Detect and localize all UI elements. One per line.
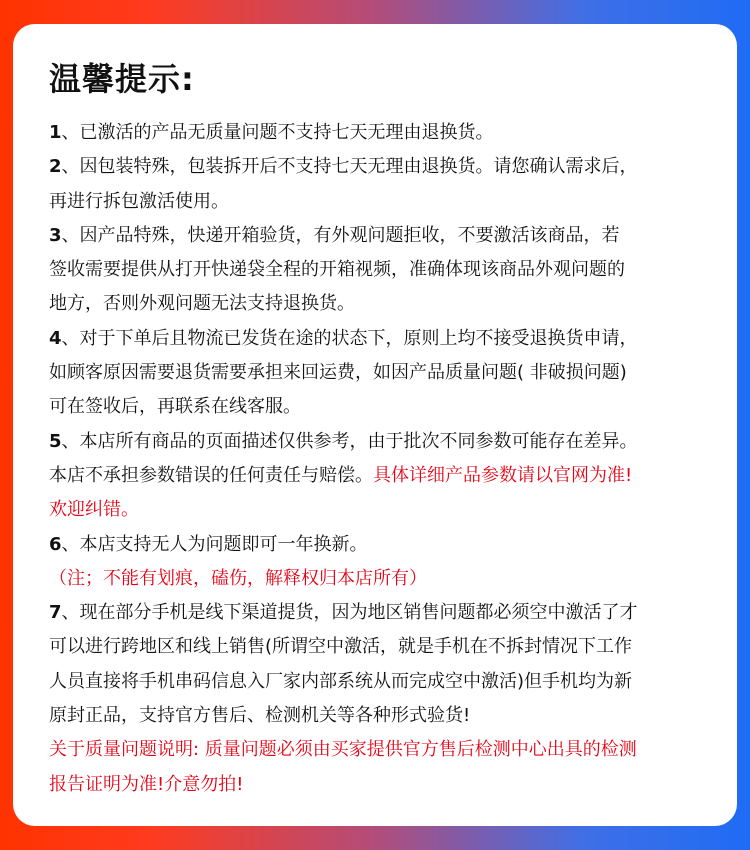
notice-line-5 [49, 253, 715, 287]
line-text: 、本店支持无人为问题即可一年换新。 [61, 533, 368, 555]
notice-line-10 [49, 425, 715, 459]
notice-line-3 [49, 185, 715, 219]
notice-line-6 [49, 287, 715, 321]
line-text: 可在签收后，再联系在线客服。 [49, 396, 301, 418]
line-text: 原封正品，支持官方售后、检测机关等各种形式验货! [49, 705, 471, 727]
notice-line-7 [49, 322, 715, 356]
highlight-text: 报告证明为准!介意勿拍! [49, 773, 244, 795]
line-text: 、因产品特殊，快递开箱验货，有外观问题拒收，不要激活该商品，若 [61, 224, 620, 246]
notice-line-8 [49, 356, 715, 390]
notice-line-14 [49, 562, 715, 596]
item-number: 1 [49, 122, 62, 143]
notice-line-16 [49, 630, 715, 664]
notice-line-19 [49, 733, 715, 767]
notice-content [49, 116, 715, 802]
line-text: 人员直接将手机串码信息入厂家内部系统从而完成空中激活)但手机均为新 [49, 670, 633, 692]
line-text: 、因包装特殊，包装拆开后不支持七天无理由退换货。请您确认需求后， [61, 156, 638, 178]
notice-line-1 [49, 116, 715, 150]
line-text: 再进行拆包激活使用。 [49, 190, 229, 212]
highlight-text: 欢迎纠错。 [49, 499, 139, 521]
page-title: 温馨提示: [49, 60, 195, 98]
item-number: 3 [49, 224, 62, 246]
line-text: 地方，否则外观问题无法支持退换货。 [49, 293, 355, 315]
line-text: 、对于下单后且物流已发货在途的状态下，原则上均不接受退换货申请， [61, 327, 638, 349]
notice-line-2 [49, 150, 715, 184]
item-number: 6 [49, 533, 62, 555]
line-text: 签收需要提供从打开快递袋全程的开箱视频，准确体现该商品外观问题的 [49, 259, 625, 281]
item-number: 2 [49, 156, 62, 178]
notice-line-9 [49, 390, 715, 424]
notice-line-18 [49, 699, 715, 733]
notice-line-17 [49, 665, 715, 699]
line-text: 可以进行跨地区和线上销售(所谓空中激活，就是手机在不拆封情况下工作 [49, 636, 633, 658]
highlight-text: 具体详细产品参数请以官网为准! [373, 464, 633, 486]
notice-card [13, 24, 737, 826]
notice-line-11 [49, 459, 715, 493]
item-number: 7 [49, 602, 62, 624]
item-number: 5 [49, 430, 62, 452]
line-text: 、已激活的产品无质量问题不支持七天无理由退换货。 [61, 122, 494, 143]
line-text: 、本店所有商品的页面描述仅供参考，由于批次不同参数可能存在差异。 [61, 430, 638, 452]
notice-line-20 [49, 768, 715, 802]
line-text: 本店不承担参数错误的任何责任与赔偿。 [49, 464, 373, 486]
line-text: 如顾客原因需要退货需要承担来回运费，如因产品质量问题( 非破损问题) [49, 362, 627, 384]
item-number: 4 [49, 327, 62, 349]
highlight-text: 关于质量问题说明: 质量问题必须由买家提供官方售后检测中心出具的检测 [49, 739, 637, 761]
notice-line-15 [49, 596, 715, 630]
notice-line-12 [49, 493, 715, 527]
line-text: 、现在部分手机是线下渠道提货，因为地区销售问题都必须空中激活了才 [61, 602, 638, 624]
notice-line-13 [49, 528, 715, 562]
highlight-text: （注；不能有划痕，磕伤，解释权归本店所有） [49, 567, 427, 589]
notice-line-4 [49, 219, 715, 253]
